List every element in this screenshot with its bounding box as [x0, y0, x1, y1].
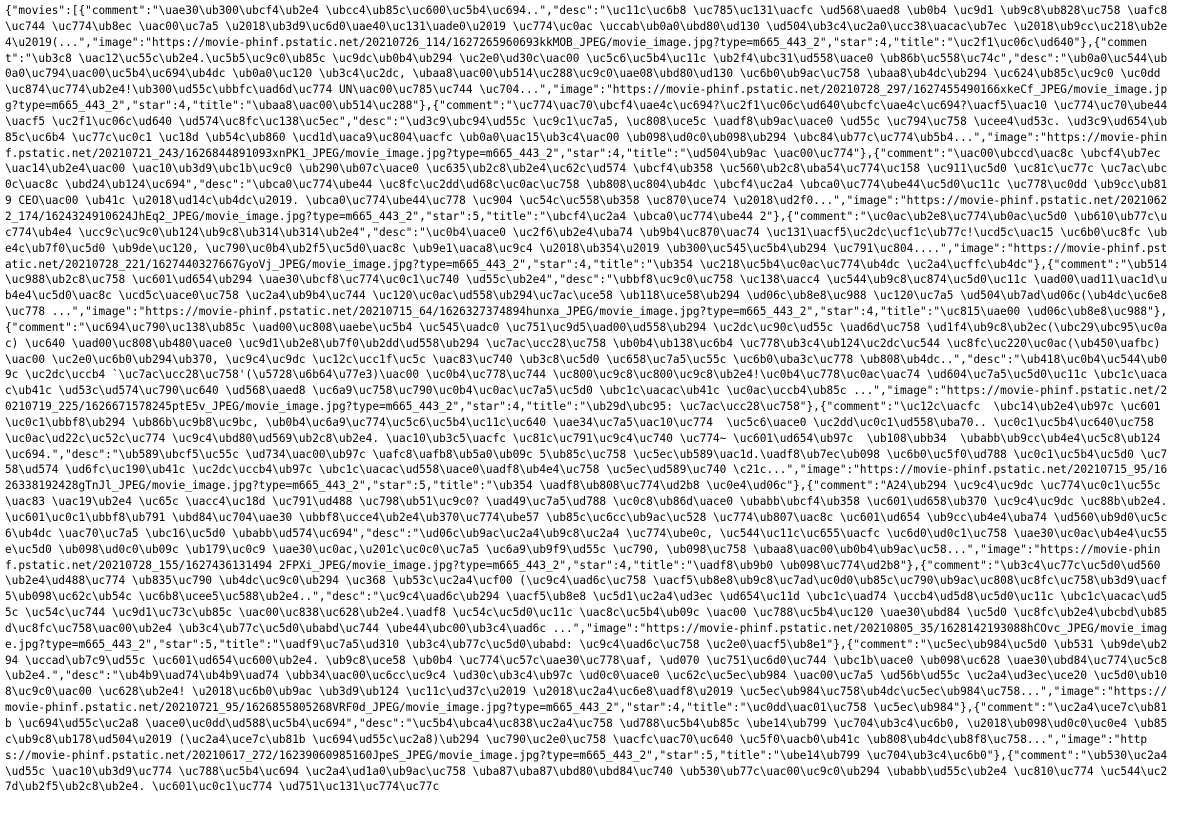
raw-json-response: {"movies":[{"comment":"\uae30\ub300\ubcf4\ub2e4 \ubcc4\ub85c\uc600\uc5b4\uc694..","desc":"\uc11c\uc6b8 \uc785\uc131\uacfc \ud568\uaed8 \ub0b4 \uc9d1 \ub9c8\ub828\uc758 \uafc8\uc744 \uc774\ub8ec \uac00\uc7a5 \u2018\ub3d9\uc6d0\uae40\uc131\uade0\u2019 \uc774\uc0ac \uccab\ub0a0\ubd80\ud130 \ud504\ub3c4\uc2a0\ucc38\uacac\ub7ec \u2018\ub9cc\uc218\ub2e4\u2019(...","image":"https://movie-phinf.pstatic.net/20210726_114/1627265960693kkMOB_JPEG/movie_image.jpg?type=m665_443_2","star":4,"title":"\uc2f1\uc06c\ud640"},{"comment":"\ub3c8 \uac12\uc55c\ub2e4.\uc5b5\uc9c0\ub85c \uc9dc\ub0b4\ub294 \uc2e0\ud30c\uac00 \uc5c6\uc5b4\uc11c \ub2f4\ubc31\ud558\uace0 \ub86b\uc558\uc74c","desc":"\ub0a0\uc544\ub0a0\uc794\uac00\uc5b4\uc694\ub4dc \ub0a0\uc120 \ub3c4\uc2dc, \ubaa8\uac00\ub514\uc288\uc9c0\uae08\ubd80\ud130 \uc6b0\ub9ac\uc758 \ubaa8\ub4dc\ub294 \uc624\ub85c\uc9c0 \uc0dd\uc874\uc774\ub2e4!\ub300\ud55c\ubbfc\uad6d\uc774 UN\uac00\uc785\uc744 \uc704...","image":"https://movie-phinf.pstatic.net/20210728_297/1627455490166xkeCf_JPEG/movie_image.jpg?type=m665_443_2","star":4,"title":"\ubaa8\uac00\ub514\uc288"},{"comment":"\uc774\uac70\ubcf4\uae4c\uc694?\uc2f1\uc06c\ud640\ubcfc\uae4c\uc694?\uacf5\uac10 \uc774\uc70\ube44\uacf5 \uc2f1\uc06c\ud640 \ud574\uc8fc\uc138\uc5ec","desc":"\ud3c9\ubc94\ud55c \uc9c1\uc7a5, \uc808\uce5c \uadf8\ub9ac\uace0 \ud55c \uc794\uc758 \ucee4\ud53c. \ud3c9\ud654\ub85c\uc6b4 \uc77c\uc0c1 \uc18d \ub54c\ub860 \ucd1d\uaca9\uc804\uacfc \ub0a0\uac15\ub3c4\uac00 \ub098\ud0c0\ub098\ub294 \ubc84\ub77c\uc774\ub5b4...","image":"https://movie-phinf.pstatic.net/20210721_243/1626844891093xnPK1_JPEG/movie_image.jpg?type=m665_443_2","star":4,"title":"\ud504\ub9ac \uac00\uc774"},{"comment":"\uac00\ubccd\uac8c \ubcf4\ub7ec\uac14\ub2e4\uac00 \uac10\ub3d9\ubc1b\uc9c0 \ub290\ub07c\uace0 \uc635\ub2c8\ub2e4\uc62c\ud574 \ubcf4\ub358 \uc560\ub2c8\uba54\uc774\uc158 \uc911\uc5d0 \uc81c\uc77c \uc7ac\ubc0c\uac8c \ubd24\ub124\uc694","desc":"\ubca0\uc774\ube44 \uc8fc\uc2dd\ud68c\uc0ac\uc758 \ub808\uc804\ub4dc \ubcf4\uc2a4 \ubca0\uc774\ube44\uc5d0\uc11c \uc778\uc0dd \ub9cc\ub819 CEO\uac00 \ub41c \u2018\ud14c\ub4dc\u2019. \ubca0\uc774\ube44\uc778 \uc904 \uc54c\uc558\ub358 \uc870\uce74 \u2018\ud2f0...","image":"https://movie-phinf.pstatic.net/20210622_174/1624324910624JhEq2_JPEG/movie_image.jpg?type=m665_443_2","star":5,"title":"\ubcf4\uc2a4 \ubca0\uc774\ube44 2"},{"comment":"\uc0ac\ub2e8\uc774\ub0ac\uc5d0 \ub610\ub77c\uc774\ub4e4 \ucc9c\uc9c0\ub124\ub9c8\ub314\ub314\ub2e4","desc":"\uc0b4\uace0 \uc2f6\ub2e4\uba74 \ub9b4\uc870\uac74 \uc131\uacf5\uc2dc\ucf1c\ub77c!\ucd5c\uac15 \uc6b0\uc8fc \ube4c\ub7f0\uc5d0 \ub9de\uc120, \uc790\uc0b4\ub2f5\uc5d0\uac8c \ub9e1\uaca8\uc9c4 \u2018\ub354\u2019 \ub300\uc545\uc5b4\ub294 \uc791\uc804....","image":"https://movie-phinf.pstatic.net/20210728_221/1627440327667GyoVj_JPEG/movie_image.jpg?type=m665_443_2","star":4,"title":"\ub354 \uc218\uc5b4\uc0ac\uc774\ub4dc \uc2a4\ucffc\ub4dc"},{"comment":"\ub514\uc988\ub2c8\uc758 \uc601\ud654\ub294 \uae30\ubcf8\uc774\uc0c1\uc740 \ud55c\ub2e4","desc":"\ubbf8\uc9c0\uc758 \uc138\uacc4 \uc544\ub9c8\uc874\uc5d0\uc11c \uad00\uad11\uac1d\ub4e4\uc5d0\uac8c \ucd5c\uace0\uc758 \uc2a4\ub9b4\uc744 \uc120\uc0ac\ud558\ub294\uc7ac\uce58 \ub118\uce58\ub294 \ud06c\ub8e8\uc988 \uc120\uc7a5 \ud504\ub7ad\ud06c(\ub4dc\uc6e8\uc778 ...","image":"https://movie-phinf.pstatic.net/20210715_64/1626327374894hunxa_JPEG/movie_image.jpg?type=m665_443_2","star":4,"title":"\uc815\uae00 \ud06c\ub8e8\uc988"},{"comment":"\uc694\uc790\uc138\ub85c \uad00\uc808\uaebe\uc5b4 \uc545\uadc0 \uc751\uc9d5\uad00\ud558\ub294 \uc2dc\uc90c\ud55c \uad6d\uc758 \ud1f4\ub9c8\ub2ec(\ubc29\ubc95\uc0ac) \uc640 \uad00\uc808\ub480\uace0 \uc9d1\ub2e8\ub7f0\ub2dd\ud558\ub294 \uc7ac\ucc28\uc758 \ub0b4\ub138\uc6b4 \uc778\ub3c4\ub124\uc2dc\uc544 \uc8fc\uc220\uc0ac(\ub450\uafbc)\uac00 \uc2e0\uc6b0\ub294\ub370, \uc9c4\uc9dc \uc12c\ucc1f\uc5c \uac83\uc740 \ub3c8\uc5d0 \uc658\uc7a5\uc55c \uc6b0\uba3c\uc778 \ub808\ub4dc..","desc":"\ub418\uc0b4\uc544\ub09c \uc2dc\uccb4 `\uc7ac\ucc28\uc758'(\u5728\u6b64\u77e3)\uac00 \uc0b4\uc778\uc744 \uc800\uc9c8\uc800\uc9c8\ub2e4!\uc0b4\uc778\uc0ac\uac74 \ud604\uc7a5\uc5d0\uc11c \ubc1c\uacac\ub41c \ud53c\ud574\uc790\uc640 \ud568\uaed8 \uc6a9\uc758\uc790\uc0b4\uc0ac\uc7a5\uc5d0 \ubc1c\uacac\ub41c \uc0ac\uccb4\ub85c ...","image":"https://movie-phinf.pstatic.net/20210719_225/1626671578245ptE5v_JPEG/movie_image.jpg?type=m665_443_2","star":4,"title":"\ub29d\ubc95: \uc7ac\ucc28\uc758"},{"comment":"\uc12c\uacfc \ubc14\ub2e4\ub97c \uc601\uc0c1\ubbf8\ub294 \ub86b\uc9b8\uc9bc, \ub0b4\uc6a9\uc774\uc5c6\uc5b4\uc11c\uc640 \uae34\uc7a5\uac10\uc774 \uc5c6\uace0 \uc2dd\uc0c1\ud558\uba70.. \uc0c1\uc5b4\uc640\uc758 \uc0ac\ud22c\uc52c\uc774 \uc9c4\ubd80\ud569\ub2c8\ub2e4. \uac10\ub3c5\uacfc \uc81c\uc791\uc9c4\uc740 \uc774~ \uc601\ud654\ub97c \ub108\ubb34 \ubabb\ub9cc\ub4e4\uc5c8\ub124\uc694.","desc":"\ub589\ubcf5\uc55c \ud734\uac00\ub97c \uafc8\uafb8\ub5a0\ub09c 5\ub85c\uc758 \uc5ec\ub589\uac1d.\uadf8\ub7ec\ub098 \uc6b0\uc5f0\ud788 \uc0c1\uc5b4\uc5d0 \uc758\ud574 \ud6fc\uc190\ub41c \uc2dc\uccb4\ub97c \ubc1c\uacac\ud558\uace0\uadf8\ub4e4\uc758 \uc5ec\ud589\uc740 \c21c...","image":"https://movie-phinf.pstatic.net/20210715_95/1626338192428gTnJl_JPEG/movie_image.jpg?type=m665_443_2","star":5,"title":"\ub354 \uadf8\ub808\uc774\ud2b8 \uc0e4\ud06c"},{"comment":"A24\ub294 \uc9c4\uc9dc \uc774\uc0c1\uc55c\uac83 \uac19\ub2e4 \uc65c \uacc4\uc18d \uc791\ud488 \uc798\ub51\uc9c0? \uad49\uc7a5\ud788 \uc0c8\ub86d\uace0 \ubabb\ubcf4\ub358 \uc601\ud658\ub370 \uc9c4\uc9dc \uc88b\ub2e4. \uc601\uc0c1\ubbf8\ub791 \ubd84\uc704\uae30 \ubbf8\ucce4\ub2e4\ub370\uc774\ube57 \ub85c\uc6cc\ub9ac\uc528 \uc774\ub807\uac8c \uc601\ud654 \ub9cc\ub4e4\uba74 \ud560\ub9d0\uc5c6\ub4dc \uac70\uc7a5 \ubc16\uc5d0 \ubabb\ud574\uc694","desc":"\ud06c\ub9ac\uc2a4\ub9c8\uc2a4 \uc774\ube0c, \uc544\uc11c\uc655\uacfc \uc6d0\ud0c1\uc758 \uae30\uc0ac\ub4e4\uc55e\uc5d0 \ub098\ud0c0\ub09c \ub179\uc0c9 \uae30\uc0ac,\u201c\uc0c0\uc7a5 \uc6a9\ub9f9\ud55c \uc790, \ub098\uc758 \ubaa8\uac00\ub0b4\ub9ac\uc58...","image":"https://movie-phinf.pstatic.net/20210728_155/1627436131494 2FPXi_JPEG/movie_image.jpg?type=m665_443_2","star":4,"title":"\uadf8\ub9b0 \ub098\uc774\ud2b8"},{"comment":"\ub3c4\uc77c\uc5d0\ud560 \ub2e4\ud488\uc774 \ub835\uc790 \ub4dc\uc9c0\ub294 \uc368 \ub53c\uc2a4\ucf00 (\uc9c4\uad6c\uc758 \uacf5\ub8e8\ub9c8\uc7ad\uc0d0\ub85c\uc790\ub9ac\uc808\uc8fc\uc758\ub3d9\uacf5\ub098\uc62c\ub54c \uc6b8\ucee5\uc588\ub2e4..","desc":"\uc9c4\uad6c\ub294 \uacf5\ub8e8 \uc5d1\uc2a4\ud3ec \ud654\uc11d \ubc1c\uad74 \uccb4\ud5d8\uc5d0\uc11c \ubc1c\uacac\ud55c \uc54c\uc744 \uc9d1\uc73c\ub85c \uac00\uc838\uc628\ub2e4.\uadf8 \uc54c\uc5d0\uc11c \uac8c\uc5b4\ub09c \uac00 \uc788\uc5b4\uc120 \uae30\ubd84 \uc5d0 \uc8fc\ub2e4\ubcbd\ub85d\uc8fc\uc758\uac00\ub2e4 \ub3c4\ub77c\uc5d0\ubabd\uc744 \ube44\ubc00\ub3c4\uad6c ...","image":"https://movie-phinf.pstatic.net/20210805_35/1628142193088hCOvc_JPEG/movie_image.jpg?type=m665_443_2","star":5,"title":"\uadf9\uc7a5\ud310 \ub3c4\ub77c\uc5d0\ubabd: \uc9c4\uad6c\uc758 \uc2e0\uacf5\ub8e1"},{"comment":"\uc5ec\ub984\uc5d0 \ub531 \ub9de\ub294 \uccad\ub7c9\ud55c \uc601\ud654\uc600\ub2e4. \ub9c8\uce58 \ub0b4 \uc774\uc57c\uae30\uc778\uaf, \ud070 \uc751\uc6d0\uc744 \ubc1b\uace0 \ub098\uc628 \uae30\ubd84\uc774\uc5c8\ub2e4.","desc":"\ub4b9\uad74\ub4b9\uad74 \ubb34\uac00\uc6cc\uc9c4 \ud30c\ub3c4\ub97c \ud0c0\uace0 \uc62c\uc5ec\ub984 \uac00\uc7a5 \ud56b\ud55c \uc2a4\ud3ec\uce20 \uc5d0\ub108\uc9c0\uac00 \uc628\ub2e4! \u2018\uc6b0\ub9ac \ub3d9\ub124 \uc11c\ud37c\u2019 \u2018\uc2a4\uc6e8\uadf8\u2019 \uc5ec\ub984\uc758\ub4dc\uc5ec\ub984\uc758...","image":"https://movie-phinf.pstatic.net/20210721_95/1626855805268VRF0d_JPEG/movie_image.jpg?type=m665_443_2","star":4,"title":"\uc0dd\uac01\uc758 \uc5ec\ub984"},{"comment":"\uc2a4\uce7c\ub81b \uc694\ud55c\uc2a8 \uace0\uc0dd\ud588\uc5b4\uc694","desc":"\uc5b4\ubca4\uc838\uc2a4\uc758 \ud788\uc5b4\ub85c \ube14\ub799 \uc704\ub3c4\uc6b0, \u2018\ub098\ud0c0\uc0e4 \ub85c\ub9c8\ub178\ud504\u2019 (\uc2a4\uce7c\ub81b \uc694\ud55c\uc2a8)\ub294 \uc790\uc2e0\uc758 \uacfc\uac70\uc640 \uc5f0\uacb0\ub41c \ub808\ub4dc\ub8f8\uc758...","image":"https://movie-phinf.pstatic.net/20210617_272/16239060985160JpeS_JPEG/movie_image.jpg?type=m665_443_2","star":5,"title":"\ube14\ub799 \uc704\ub3c4\uc6b0"},{"comment":"\ub530\uc2a4\ud55c \uac10\ub3d9\uc774 \uc788\uc5b4\uc694 \uc2a4\ud1a0\ub9ac\uc758 \uba87\uba87\ubd80\ubd84\uc740 \ub530\ub77c\uac00\uc9c0\ub294 \ubabb\ud55c\ub2e4 \uc810\uc774 \uc544\uc27d\ub2f5\ub2c8\ub2e4. \uc601\uc0c1\uc774 \ud751\uc131\uc774\uc77c [5, 4, 1174, 794]
